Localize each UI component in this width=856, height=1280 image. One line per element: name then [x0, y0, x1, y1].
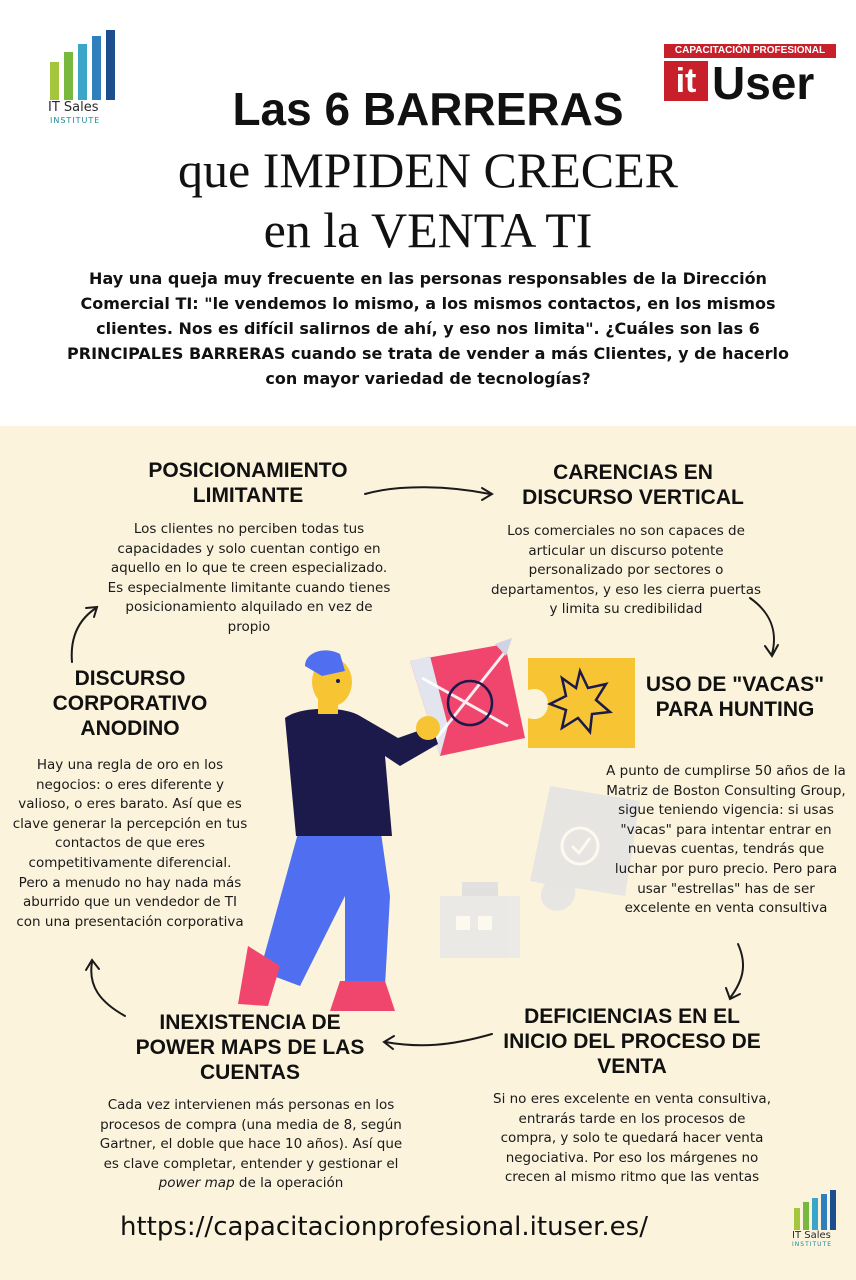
ituser-word: User [712, 57, 815, 109]
arrow-left-top-icon [72, 608, 96, 662]
barrier-1-title: POSICIONAMIENTO LIMITANTE [148, 459, 348, 507]
barrier-2-title: CARENCIAS EN DISCURSO VERTICAL [522, 461, 744, 509]
logo-line1: IT Sales [48, 100, 99, 115]
barrier-3-title: USO DE "VACAS" PARA HUNTING [645, 673, 825, 721]
salesperson-figure-icon [238, 650, 440, 1011]
title-line3: en la VENTA TI [263, 202, 593, 258]
arrow-left-bottom-icon [91, 962, 125, 1016]
puzzle-yellow-icon [528, 658, 635, 748]
barrier-5-text-b: de la operación [234, 1175, 344, 1192]
barrier-4-text: Si no eres excelente en venta consultiva, entrarás tarde en los procesos de compra, y solo te quedará hacer venta negociativa. Por eso los márgenes no crecen al mismo ritmo que las ventas [493, 1091, 771, 1186]
ituser-banner: CAPACITACIÓN PROFESIONAL [664, 44, 836, 58]
footer-logo-line1: IT Sales [792, 1230, 831, 1241]
footer-bar-chart-icon [792, 1190, 840, 1230]
barrier-5-text-a: Cada vez intervienen más personas en los procesos de compra (una media de 8, según Gartner, el doble que hace 10 años). Así que es clave completar, entender y gestionar el [99, 1097, 403, 1172]
barrier-3-text: A punto de cumplirse 50 años de la Matriz de Boston Consulting Group, sigue teniendo vigencia: si usas "vacas" para intentar entrar en nuevas cuentas, tendrás que luchar por puro precio. Pero para usar "estrellas" has de ser excelente en venta consultiva [606, 763, 846, 917]
barrier-5-title: INEXISTENCIA DE POWER MAPS DE LAS CUENTAS [135, 1011, 365, 1084]
arrow-top-icon [365, 487, 490, 494]
barrier-1-text: Los clientes no perciben todas tus capacidades y solo cuentan contigo en aquello en lo que te creen especializado. Es especialmente limitante cuando tienes posicionamiento alquilado en vez de propio [107, 521, 391, 635]
intro-text: Hay una queja muy frecuente en las personas responsables de la Dirección Comercial TI: "le vendemos lo mismo, a los mismos contactos, en los mismos clientes. Nos es difícil salirnos de ahí, y eso nos limita". ¿Cuáles son las 6 PRINCIPALES BARRERAS cuando se trata de vender a más Clientes, y de hacerlo con mayor variedad de tecnologías? [67, 269, 789, 388]
title-line2: que IMPIDEN CRECER [178, 142, 678, 198]
title-line1: Las 6 BARRERAS [232, 83, 624, 135]
barrier-6-text: Hay una regla de oro en los negocios: o eres diferente y valioso, o eres barato. Así que es clave generar la percepción en tus contactos de que eres competitivamente diferencial. Pero a menudo no hay nada más aburrido que un vendedor de TI con una presentación corporativa [12, 757, 248, 930]
faded-bag-icon [440, 882, 520, 958]
barrier-2-text: Los comerciales no son capaces de articular un discurso potente personalizado por sectores o departamentos, y eso les cierra puertas y limita su credibilidad [490, 523, 762, 618]
footer-logo-line2: INSTITUTE [792, 1241, 833, 1248]
arrow-right-bottom-icon [730, 944, 743, 998]
barrier-6-title: DISCURSO CORPORATIVO ANODINO [52, 667, 208, 740]
logo-line2: INSTITUTE [50, 116, 101, 125]
barrier-5-text-em: power map [158, 1175, 235, 1192]
arrow-right-top-head-icon [765, 645, 778, 656]
barrier-4-title: DEFICIENCIAS EN EL INICIO DEL PROCESO DE VENTA [503, 1005, 761, 1078]
footer-url-link[interactable]: https://capacitacionprofesional.ituser.es/ [120, 1212, 648, 1242]
arrow-bottom-icon [385, 1034, 492, 1045]
ituser-box: it [664, 61, 708, 101]
footer-it-sales-logo [792, 1190, 842, 1248]
barrier-5-text [96, 1096, 406, 1194]
